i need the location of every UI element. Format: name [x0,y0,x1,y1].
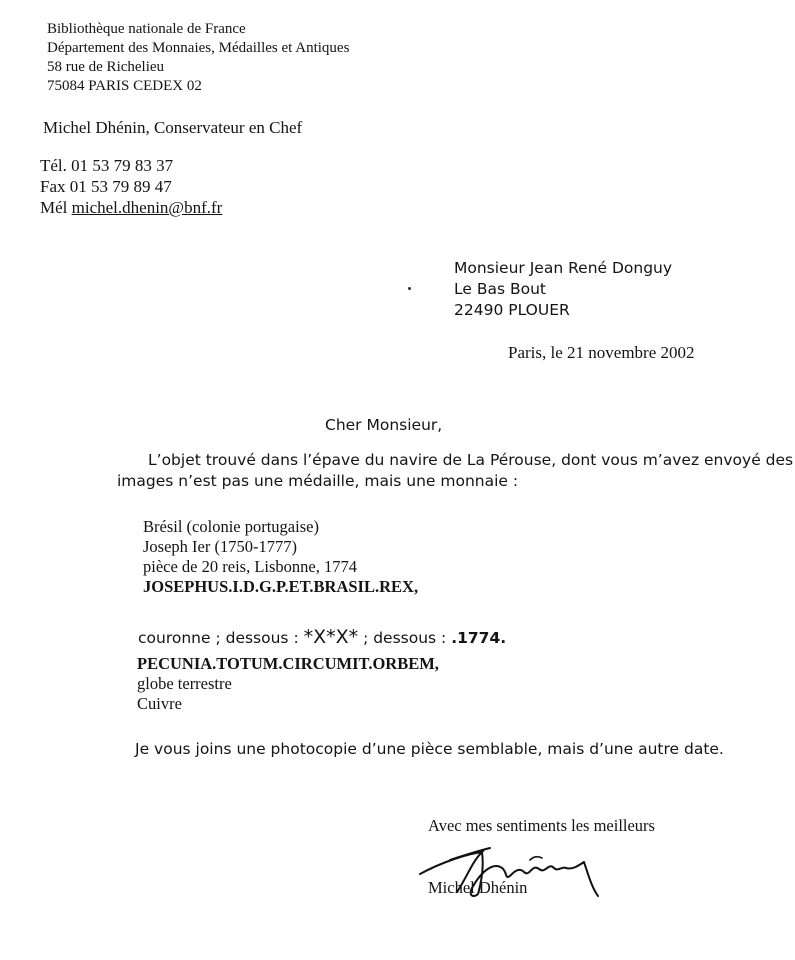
obverse-legend: JOSEPHUS.I.D.G.P.ET.BRASIL.REX, [143,577,419,596]
closing-line: Avec mes sentiments les meilleurs [428,816,655,835]
email-line [40,197,222,218]
letter-date: Paris, le 21 novembre 2002 [508,343,695,362]
recipient-street: Le Bas Bout [454,280,546,298]
sender-line-1: Bibliothèque nationale de France [47,21,246,37]
obverse-text-a: couronne ; dessous : [138,629,304,647]
recipient-address [454,258,672,321]
sender-line-3: 58 rue de Richelieu [47,59,165,75]
email-label: Mél [40,198,72,217]
phone-number: Tél. 01 53 79 83 37 [40,156,174,175]
paragraph-2: Je vous joins une photocopie d’une pièce semblable, mais d’une autre date. [135,740,724,758]
email-address: michel.dhenin@bnf.fr [71,198,223,217]
author-line: Michel Dhénin, Conservateur en Chef [43,118,303,137]
recipient-city: 22490 PLOUER [454,301,570,319]
sender-line-2: Département des Monnaies, Médailles et Antiques [47,40,350,56]
coin-piece: pièce de 20 reis, Lisbonne, 1774 [143,557,357,576]
obverse-description [138,626,506,648]
sender-address [47,20,349,96]
coin-ruler: Joseph Ier (1750-1777) [143,537,297,556]
obverse-mark: *X*X* [303,626,359,648]
ink-speck [408,287,411,290]
sender-line-4: 75084 PARIS CEDEX 02 [47,78,202,94]
salutation: Cher Monsieur, [325,416,443,434]
fax-number: Fax 01 53 79 89 47 [40,177,172,196]
paragraph-1-line-2: images n’est pas une médaille, mais une monnaie : [117,472,519,490]
signature-name: Michel Dhénin [428,878,528,897]
reverse-legend: PECUNIA.TOTUM.CIRCUMIT.ORBEM, [137,654,439,673]
coin-description [143,517,418,597]
recipient-name: Monsieur Jean René Donguy [454,259,673,277]
contact-block [40,155,222,218]
coin-metal: Cuivre [137,694,182,713]
obverse-year: .1774. [451,629,507,647]
obverse-text-b: ; dessous : [358,629,452,647]
reverse-description [137,654,439,714]
coin-country: Brésil (colonie portugaise) [143,517,319,536]
reverse-type: globe terrestre [137,674,232,693]
paragraph-1-line-1: L’objet trouvé dans l’épave du navire de La Pérouse, dont vous m’avez envoyé des [148,451,794,469]
